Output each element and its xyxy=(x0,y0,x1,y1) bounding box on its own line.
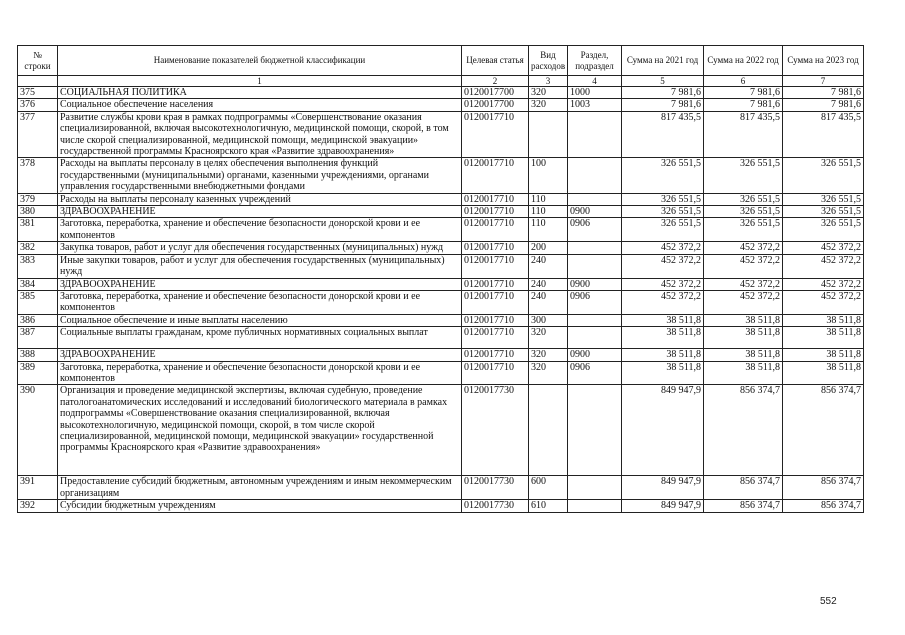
table-row xyxy=(18,206,864,218)
row-expense-type: 200 xyxy=(529,242,568,254)
table-row xyxy=(18,278,864,290)
row-sum-2023: 7 981,6 xyxy=(783,87,864,99)
row-sum-2022: 38 511,8 xyxy=(704,314,783,326)
row-target-article: 0120017700 xyxy=(462,99,529,111)
row-number: 388 xyxy=(18,349,58,361)
row-target-article: 0120017710 xyxy=(462,193,529,205)
row-target-article: 0120017710 xyxy=(462,349,529,361)
row-name: ЗДРАВООХРАНЕНИЕ xyxy=(58,206,462,218)
row-number: 378 xyxy=(18,158,58,193)
table-row xyxy=(18,254,864,278)
row-expense-type: 240 xyxy=(529,290,568,314)
header-row-number: № строки xyxy=(18,46,58,76)
row-section: 0906 xyxy=(568,361,622,385)
row-sum-2021: 7 981,6 xyxy=(622,87,704,99)
row-number: 389 xyxy=(18,361,58,385)
table-row xyxy=(18,111,864,158)
table-row xyxy=(18,99,864,111)
budget-table xyxy=(17,45,864,513)
row-sum-2021: 38 511,8 xyxy=(622,349,704,361)
row-section: 0900 xyxy=(568,206,622,218)
row-section: 0906 xyxy=(568,218,622,242)
table-row xyxy=(18,314,864,326)
row-number: 386 xyxy=(18,314,58,326)
row-target-article: 0120017700 xyxy=(462,87,529,99)
header-row xyxy=(18,46,864,76)
row-section xyxy=(568,476,622,500)
row-target-article: 0120017710 xyxy=(462,206,529,218)
row-sum-2021: 817 435,5 xyxy=(622,111,704,158)
row-name: ЗДРАВООХРАНЕНИЕ xyxy=(58,349,462,361)
row-sum-2023: 452 372,2 xyxy=(783,254,864,278)
row-sum-2023: 38 511,8 xyxy=(783,327,864,349)
row-name: Заготовка, переработка, хранение и обеспечение безопасности донорской крови и ее компонентов xyxy=(58,218,462,242)
row-name: Заготовка, переработка, хранение и обеспечение безопасности донорской крови и ее компонентов xyxy=(58,361,462,385)
table-row xyxy=(18,349,864,361)
table-row xyxy=(18,500,864,512)
row-sum-2022: 856 374,7 xyxy=(704,476,783,500)
column-number xyxy=(18,76,58,87)
row-sum-2022: 7 981,6 xyxy=(704,87,783,99)
header-sum-2023: Сумма на 2023 год xyxy=(783,46,864,76)
row-expense-type: 110 xyxy=(529,193,568,205)
row-sum-2022: 38 511,8 xyxy=(704,349,783,361)
page-number: 552 xyxy=(820,596,837,607)
row-sum-2021: 452 372,2 xyxy=(622,290,704,314)
row-sum-2021: 38 511,8 xyxy=(622,327,704,349)
column-number: 5 xyxy=(622,76,704,87)
row-name: Закупка товаров, работ и услуг для обеспечения государственных (муниципальных) нужд xyxy=(58,242,462,254)
row-name: Социальное обеспечение населения xyxy=(58,99,462,111)
row-name: Организация и проведение медицинской экспертизы, включая судебную, проведение патологоанатомических исследований и исследований биологического материала в рамках подпрограммы «Совершенствование оказания специализированной, включая высокотехнологичную, медицинской помощи, скорой, в том числе скорой специализированной, медицинской помощи, медицинской эвакуации» государственной программы Красноярского края «Развитие здравоохранения» xyxy=(58,385,462,476)
row-expense-type: 320 xyxy=(529,349,568,361)
row-name: Заготовка, переработка, хранение и обеспечение безопасности донорской крови и ее компонентов xyxy=(58,290,462,314)
column-number: 7 xyxy=(783,76,864,87)
row-number: 379 xyxy=(18,193,58,205)
row-section: 1000 xyxy=(568,87,622,99)
row-expense-type: 600 xyxy=(529,476,568,500)
row-target-article: 0120017710 xyxy=(462,254,529,278)
row-expense-type: 320 xyxy=(529,361,568,385)
row-section xyxy=(568,327,622,349)
row-target-article: 0120017710 xyxy=(462,327,529,349)
row-target-article: 0120017710 xyxy=(462,290,529,314)
row-expense-type: 320 xyxy=(529,87,568,99)
row-sum-2021: 326 551,5 xyxy=(622,218,704,242)
row-sum-2022: 38 511,8 xyxy=(704,327,783,349)
row-expense-type: 300 xyxy=(529,314,568,326)
row-sum-2021: 38 511,8 xyxy=(622,314,704,326)
row-sum-2021: 849 947,9 xyxy=(622,500,704,512)
row-expense-type: 320 xyxy=(529,327,568,349)
row-sum-2021: 849 947,9 xyxy=(622,476,704,500)
header-target-article: Целевая статья xyxy=(462,46,529,76)
row-sum-2023: 7 981,6 xyxy=(783,99,864,111)
row-sum-2022: 326 551,5 xyxy=(704,218,783,242)
row-sum-2023: 856 374,7 xyxy=(783,476,864,500)
row-expense-type: 240 xyxy=(529,278,568,290)
row-target-article: 0120017710 xyxy=(462,218,529,242)
table-row xyxy=(18,193,864,205)
row-sum-2023: 817 435,5 xyxy=(783,111,864,158)
column-number-row xyxy=(18,76,864,87)
row-name: Субсидии бюджетным учреждениям xyxy=(58,500,462,512)
header-section: Раздел, подраздел xyxy=(568,46,622,76)
row-sum-2023: 452 372,2 xyxy=(783,278,864,290)
row-sum-2022: 452 372,2 xyxy=(704,290,783,314)
row-sum-2021: 326 551,5 xyxy=(622,158,704,193)
row-sum-2022: 856 374,7 xyxy=(704,385,783,476)
row-name: Развитие службы крови края в рамках подпрограммы «Совершенствование оказания специализированной, включая высокотехнологичную, медицинской помощи, скорой, в том числе скорой специализированной, медицинской помощи, медицинской эвакуации» государственной программы Красноярского края «Развитие здравоохранения» xyxy=(58,111,462,158)
row-number: 387 xyxy=(18,327,58,349)
table-body xyxy=(18,87,864,513)
row-sum-2022: 326 551,5 xyxy=(704,206,783,218)
row-sum-2023: 326 551,5 xyxy=(783,206,864,218)
row-sum-2022: 326 551,5 xyxy=(704,193,783,205)
row-number: 382 xyxy=(18,242,58,254)
row-section: 1003 xyxy=(568,99,622,111)
row-number: 385 xyxy=(18,290,58,314)
row-number: 380 xyxy=(18,206,58,218)
row-section xyxy=(568,158,622,193)
row-name: Социальные выплаты гражданам, кроме публичных нормативных социальных выплат xyxy=(58,327,462,349)
column-number: 1 xyxy=(58,76,462,87)
table-row xyxy=(18,361,864,385)
row-sum-2022: 817 435,5 xyxy=(704,111,783,158)
row-section xyxy=(568,111,622,158)
header-expense-type: Вид расходов xyxy=(529,46,568,76)
row-sum-2023: 38 511,8 xyxy=(783,349,864,361)
row-expense-type: 610 xyxy=(529,500,568,512)
column-number: 3 xyxy=(529,76,568,87)
header-name: Наименование показателей бюджетной классификации xyxy=(58,46,462,76)
row-sum-2021: 452 372,2 xyxy=(622,278,704,290)
row-target-article: 0120017730 xyxy=(462,500,529,512)
row-expense-type xyxy=(529,111,568,158)
row-name: ЗДРАВООХРАНЕНИЕ xyxy=(58,278,462,290)
row-target-article: 0120017710 xyxy=(462,158,529,193)
row-sum-2021: 452 372,2 xyxy=(622,242,704,254)
row-section xyxy=(568,242,622,254)
header-sum-2021: Сумма на 2021 год xyxy=(622,46,704,76)
column-number: 2 xyxy=(462,76,529,87)
row-sum-2021: 7 981,6 xyxy=(622,99,704,111)
row-number: 376 xyxy=(18,99,58,111)
row-sum-2022: 856 374,7 xyxy=(704,500,783,512)
row-section xyxy=(568,500,622,512)
row-sum-2023: 326 551,5 xyxy=(783,218,864,242)
row-expense-type: 240 xyxy=(529,254,568,278)
row-sum-2022: 452 372,2 xyxy=(704,254,783,278)
row-name: Расходы на выплаты персоналу казенных учреждений xyxy=(58,193,462,205)
header-sum-2022: Сумма на 2022 год xyxy=(704,46,783,76)
row-expense-type: 110 xyxy=(529,218,568,242)
row-expense-type: 110 xyxy=(529,206,568,218)
row-target-article: 0120017710 xyxy=(462,278,529,290)
row-number: 383 xyxy=(18,254,58,278)
row-sum-2023: 326 551,5 xyxy=(783,158,864,193)
table-row xyxy=(18,158,864,193)
table-row xyxy=(18,385,864,476)
row-number: 377 xyxy=(18,111,58,158)
row-number: 384 xyxy=(18,278,58,290)
row-target-article: 0120017710 xyxy=(462,314,529,326)
row-expense-type: 320 xyxy=(529,99,568,111)
row-number: 390 xyxy=(18,385,58,476)
row-sum-2021: 326 551,5 xyxy=(622,193,704,205)
row-sum-2021: 849 947,9 xyxy=(622,385,704,476)
row-name: СОЦИАЛЬНАЯ ПОЛИТИКА xyxy=(58,87,462,99)
row-sum-2021: 38 511,8 xyxy=(622,361,704,385)
column-number: 4 xyxy=(568,76,622,87)
row-number: 375 xyxy=(18,87,58,99)
row-section: 0906 xyxy=(568,290,622,314)
row-number: 392 xyxy=(18,500,58,512)
row-section xyxy=(568,254,622,278)
row-name: Социальное обеспечение и иные выплаты населению xyxy=(58,314,462,326)
row-name: Предоставление субсидий бюджетным, автономным учреждениям и иным некоммерческим организациям xyxy=(58,476,462,500)
row-sum-2023: 38 511,8 xyxy=(783,361,864,385)
row-target-article: 0120017730 xyxy=(462,385,529,476)
row-sum-2023: 38 511,8 xyxy=(783,314,864,326)
row-sum-2023: 326 551,5 xyxy=(783,193,864,205)
row-sum-2021: 326 551,5 xyxy=(622,206,704,218)
row-section xyxy=(568,314,622,326)
row-section: 0900 xyxy=(568,349,622,361)
row-number: 381 xyxy=(18,218,58,242)
row-sum-2022: 452 372,2 xyxy=(704,242,783,254)
row-sum-2022: 38 511,8 xyxy=(704,361,783,385)
table-row xyxy=(18,476,864,500)
row-section xyxy=(568,193,622,205)
row-sum-2023: 452 372,2 xyxy=(783,290,864,314)
table-row xyxy=(18,290,864,314)
row-sum-2021: 452 372,2 xyxy=(622,254,704,278)
row-target-article: 0120017710 xyxy=(462,242,529,254)
row-sum-2023: 856 374,7 xyxy=(783,385,864,476)
row-target-article: 0120017730 xyxy=(462,476,529,500)
row-sum-2022: 452 372,2 xyxy=(704,278,783,290)
row-sum-2022: 326 551,5 xyxy=(704,158,783,193)
row-number: 391 xyxy=(18,476,58,500)
row-section: 0900 xyxy=(568,278,622,290)
column-number: 6 xyxy=(704,76,783,87)
row-sum-2022: 7 981,6 xyxy=(704,99,783,111)
row-expense-type: 100 xyxy=(529,158,568,193)
row-expense-type xyxy=(529,385,568,476)
table-row xyxy=(18,218,864,242)
row-sum-2023: 856 374,7 xyxy=(783,500,864,512)
table-row xyxy=(18,327,864,349)
row-sum-2023: 452 372,2 xyxy=(783,242,864,254)
row-name: Иные закупки товаров, работ и услуг для обеспечения государственных (муниципальных) нужд xyxy=(58,254,462,278)
row-target-article: 0120017710 xyxy=(462,111,529,158)
row-section xyxy=(568,385,622,476)
table-row xyxy=(18,242,864,254)
row-name: Расходы на выплаты персоналу в целях обеспечения выполнения функций государственными (муниципальными) органами, казенными учреждениями, органами управления государственными внебюджетными фондами xyxy=(58,158,462,193)
table-row xyxy=(18,87,864,99)
row-target-article: 0120017710 xyxy=(462,361,529,385)
